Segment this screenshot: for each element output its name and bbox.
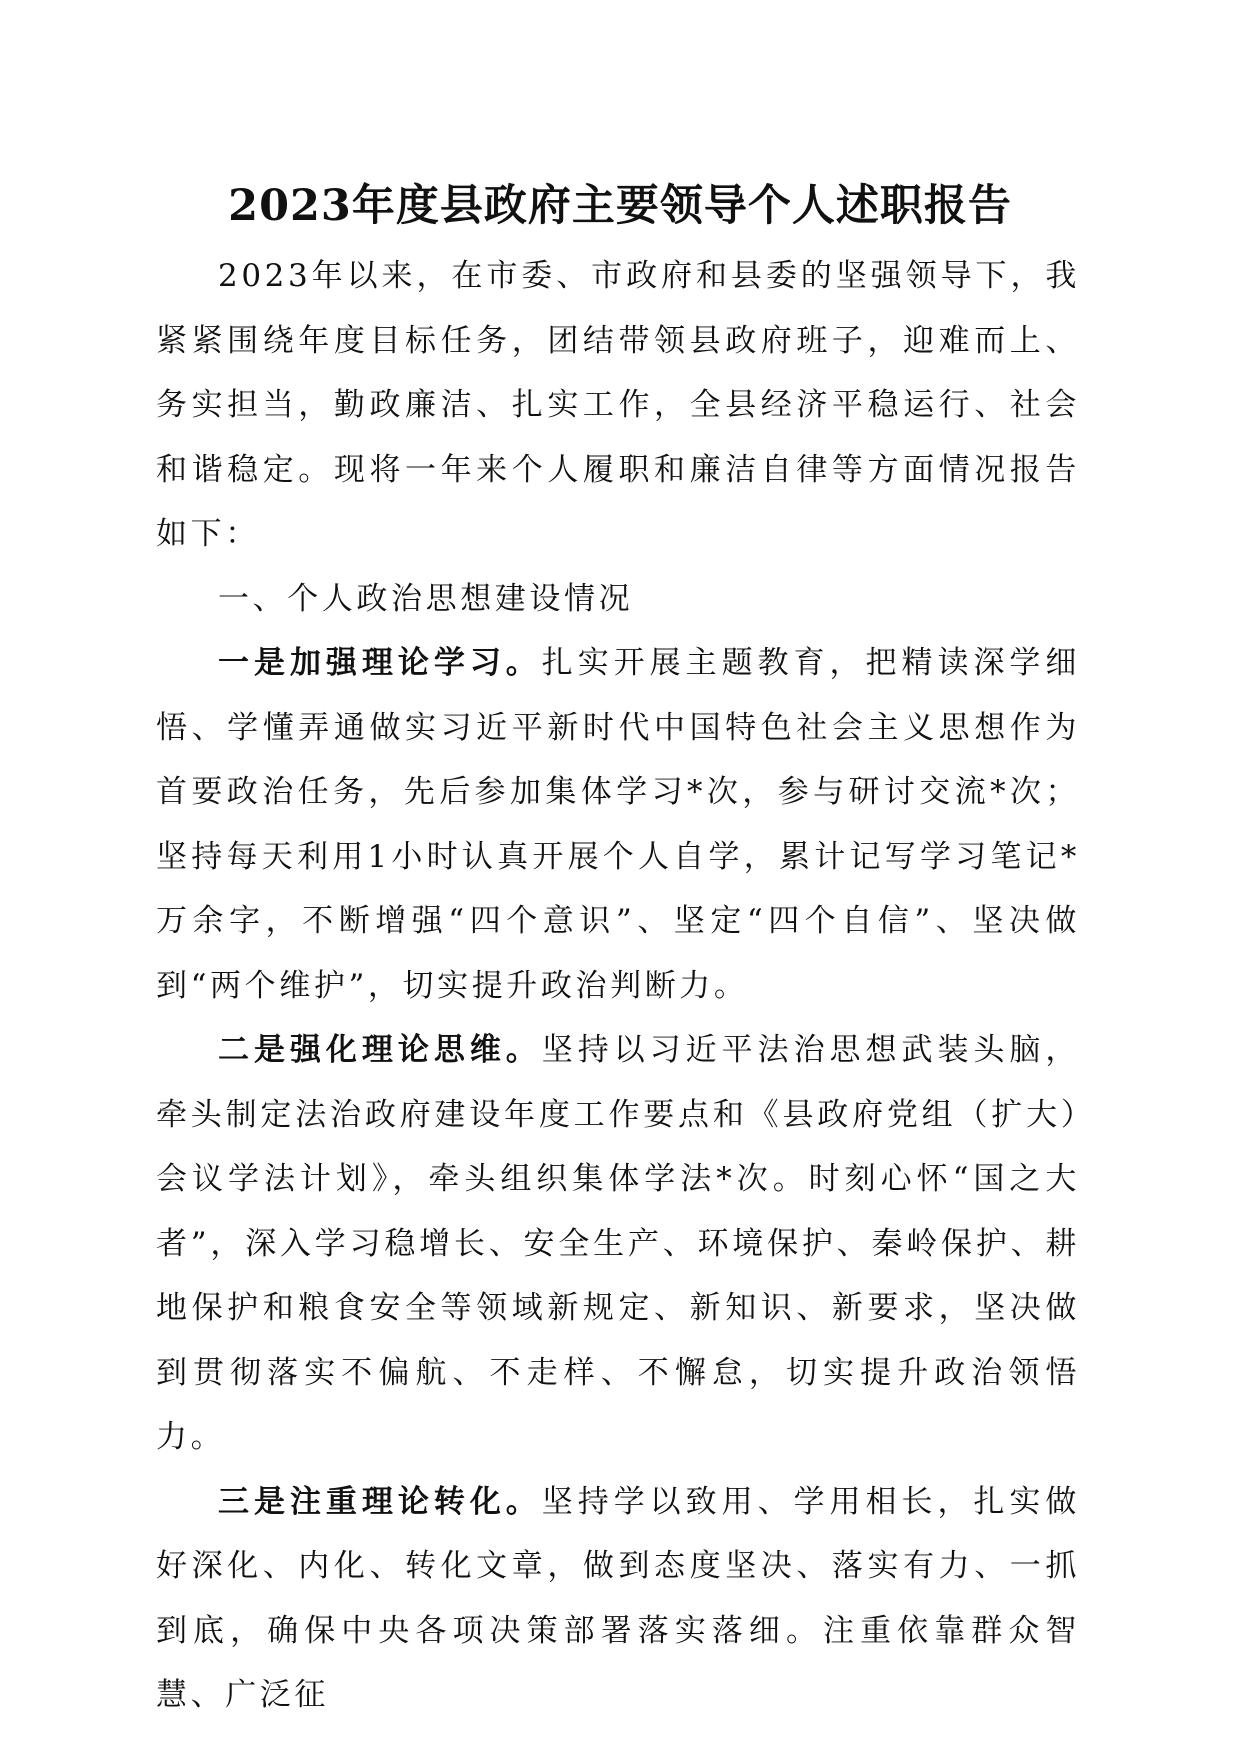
paragraph-lead: 二是强化理论思维。 [218, 1032, 542, 1068]
paragraph-text: 扎实开展主题教育，把精读深学细悟、学懂弄通做实习近平新时代中国特色社会主义思想作为首要政治任务，先后参加集体学习*次，参与研讨交流*次；坚持每天利用1小时认真开展个人自学，累计记写学习笔记*万余字，不断增强“四个意识”、坚定“四个自信”、坚决做到“两个维护”，切实提升政治判断力。 [156, 645, 1080, 1004]
intro-paragraph: 2023年以来，在市委、市政府和县委的坚强领导下，我紧紧围绕年度目标任务，团结带领县政府班子，迎难而上、务实担当，勤政廉洁、扎实工作，全县经济平稳运行、社会和谐稳定。现将一年来个人履职和廉洁自律等方面情况报告如下： [156, 258, 1080, 552]
paragraph-lead: 一是加强理论学习。 [218, 645, 542, 681]
paragraph-theory-thinking [156, 1018, 1080, 1470]
section-heading: 一、个人政治思想建设情况 [218, 580, 634, 617]
paragraph-text: 坚持学以致用、学用相长，扎实做好深化、内化、转化文章，做到态度坚决、落实有力、一抓到底，确保中央各项决策部署落实落细。注重依靠群众智慧、广泛征 [156, 1483, 1080, 1713]
document-title: 2023年度县政府主要领导个人述职报告 [228, 181, 1012, 231]
paragraph-lead: 三是注重理论转化。 [218, 1483, 542, 1520]
paragraph-theory-study [156, 631, 1080, 1018]
paragraph-text: 坚持以习近平法治思想武装头脑，牵头制定法治政府建设年度工作要点和《县政府党组（扩大）会议学法计划》，牵头组织集体学法*次。时刻心怀“国之大者”，深入学习稳增长、安全生产、环境保护、秦岭保护、耕地保护和粮食安全等领域新规定、新知识、新要求，坚决做到贯彻落实不偏航、不走样、不懈怠，切实提升政治领悟力。 [156, 1032, 1080, 1455]
paragraph-theory-transformation [156, 1470, 1080, 1728]
document-body [156, 244, 1080, 1728]
